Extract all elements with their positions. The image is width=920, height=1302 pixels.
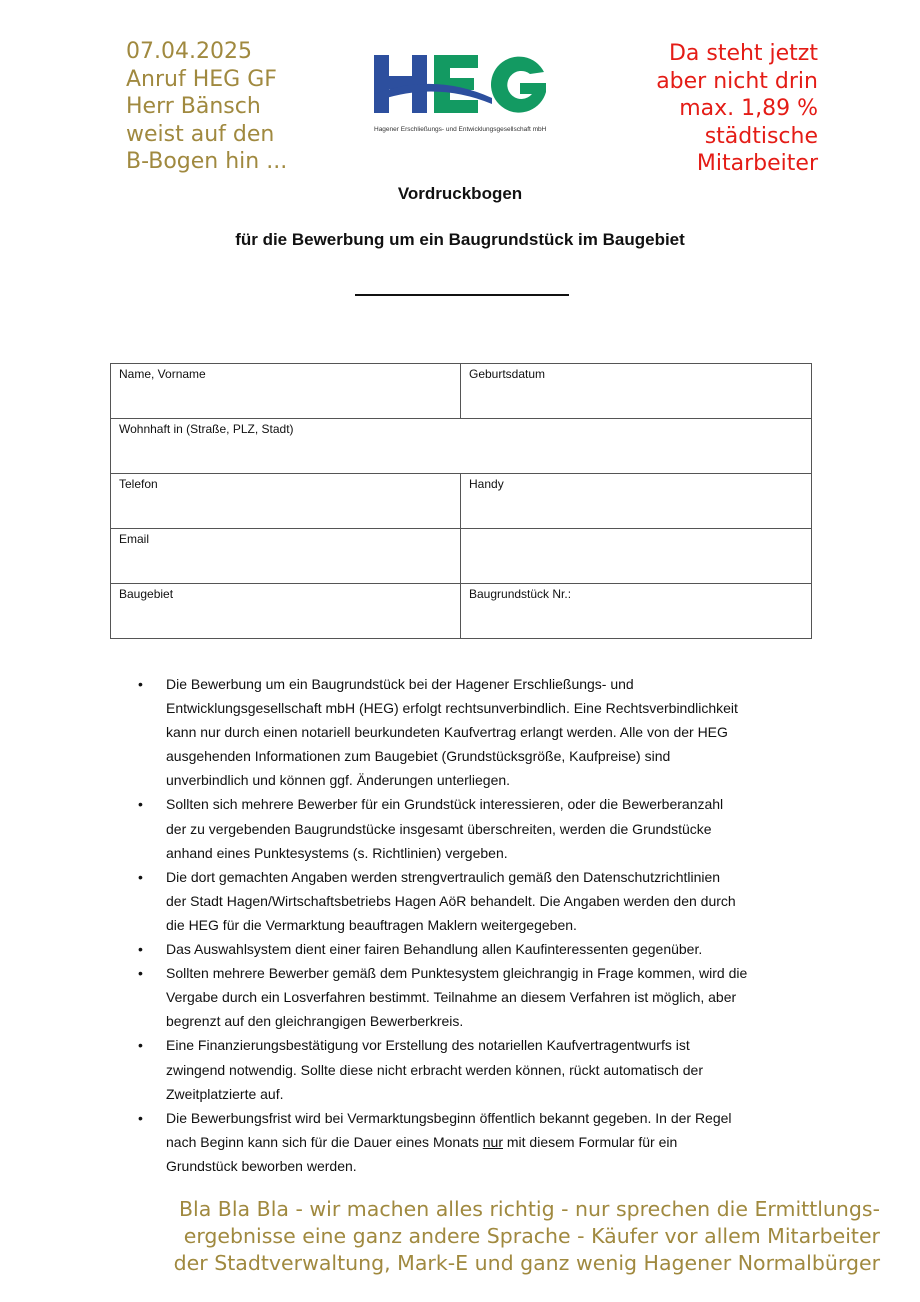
list-item-line: unverbindlich und können ggf. Änderungen unterliegen.: [166, 772, 511, 789]
list-item-line: der zu vergebenden Baugrundstücke insgesamt überschreiten, werden die Grundstücke: [166, 820, 712, 837]
list-item-line: Die Bewerbung um ein Baugrundstück bei der Hagener Erschließungs- und: [166, 676, 634, 692]
form-label: Baugebiet: [119, 587, 174, 601]
bullet-marker: •: [138, 941, 143, 958]
form-field-phone[interactable]: [111, 474, 461, 529]
list-item: [138, 1106, 818, 1178]
underlined-word: nur: [482, 1133, 503, 1150]
list-item: [138, 792, 818, 864]
list-item-line: Entwicklungsgesellschaft mbH (HEG) erfolgt rechtsunverbindlich. Eine Rechtsverbindlichkeit: [166, 700, 738, 717]
form-field-mobile[interactable]: [461, 474, 812, 529]
title-underline-blank: [355, 294, 569, 296]
note-left-line: 07.04.2025: [126, 39, 252, 64]
list-item-line: Das Auswahlsystem dient einer fairen Behandlung allen Kaufinteressenten gegenüber.: [166, 941, 703, 958]
form-field-email-extra[interactable]: [461, 529, 812, 584]
list-item-line: kann nur durch einen notariell beurkundeten Kaufvertrag erlangt werden. Alle von der HEG: [166, 724, 728, 741]
annotation-note-right: [578, 40, 818, 178]
note-right-line: Mitarbeiter: [696, 151, 818, 176]
form-label: Name, Vorname: [119, 367, 206, 381]
note-right-line: Da steht jetzt: [668, 41, 818, 66]
note-left-line: weist auf den: [126, 121, 275, 147]
list-item: [138, 937, 818, 961]
form-label: Email: [119, 532, 150, 546]
note-right-line: max. 1,89 %: [679, 96, 818, 121]
line-text: nach Beginn kann sich für die Dauer eines Monats: [166, 1133, 483, 1150]
heg-logo: [374, 52, 550, 142]
list-item: [138, 961, 818, 1033]
footer-line: Bla Bla Bla - wir machen alles richtig - nur sprechen die Ermittlungs-: [178, 1197, 880, 1221]
note-right-line: aber nicht drin: [656, 68, 818, 94]
list-item-line: anhand eines Punktesystems (s. Richtlinien) vergeben.: [166, 844, 508, 861]
form-label: Baugrundstück Nr.:: [469, 587, 572, 601]
list-item-line: Sollten sich mehrere Bewerber für ein Grundstück interessieren, oder die Bewerberanzahl: [166, 796, 724, 813]
form-field-area[interactable]: [111, 584, 461, 639]
document-subtitle: für die Bewerbung um ein Baugrundstück im Baugebiet: [235, 230, 685, 249]
form-field-birthdate[interactable]: [461, 364, 812, 419]
list-item: [138, 865, 818, 937]
list-item-line: Die dort gemachten Angaben werden strengvertraulich gemäß den Datenschutzrichtlinien: [166, 868, 721, 885]
heg-logo-graphic: [374, 52, 550, 118]
logo-subtitle: Hagener Erschließungs- und Entwicklungsgesellschaft mbH: [374, 126, 547, 133]
list-item-line: Zweitplatzierte auf.: [166, 1085, 284, 1102]
list-item-line: Vergabe durch ein Losverfahren bestimmt. Teilnahme an diesem Verfahren ist möglich, aber: [166, 989, 737, 1006]
list-item: [138, 672, 818, 792]
list-item-line: begrenzt auf den gleichrangigen Bewerberkreis.: [166, 1013, 464, 1030]
form-field-email[interactable]: [111, 529, 461, 584]
form-field-address[interactable]: [111, 419, 812, 474]
form-label: Handy: [469, 477, 504, 491]
bullet-marker: •: [138, 965, 143, 982]
annotation-note-left: [126, 38, 346, 176]
footer-line: der Stadtverwaltung, Mark-E und ganz wenig Hagener Normalbürger: [173, 1251, 880, 1275]
note-left-line: B-Bogen hin ...: [126, 149, 288, 174]
list-item-line: ausgehenden Informationen zum Baugebiet (Grundstücksgröße, Kaufpreise) sind: [166, 748, 671, 765]
line-text: mit diesem Formular für ein: [502, 1133, 678, 1150]
bullet-marker: •: [138, 796, 143, 813]
note-right-line: städtische: [704, 123, 818, 149]
list-item: [138, 1033, 818, 1105]
bullet-marker: •: [138, 1109, 143, 1126]
bullet-marker: •: [138, 868, 143, 885]
form-field-name[interactable]: [111, 364, 461, 419]
note-left-line: Herr Bänsch: [126, 94, 261, 119]
form-label: Wohnhaft in (Straße, PLZ, Stadt): [119, 422, 294, 436]
form-field-plot-number[interactable]: [461, 584, 812, 639]
list-item-line: die HEG für die Vermarktung beauftragen Maklern weitergegeben.: [166, 916, 577, 933]
application-form-table: [110, 363, 812, 639]
list-item-line: Grundstück beworben werden.: [166, 1157, 357, 1174]
bullet-marker: •: [138, 1037, 143, 1054]
list-item-line: Die Bewerbungsfrist wird bei Vermarktungsbeginn öffentlich bekannt gegeben. In der Regel: [166, 1109, 732, 1126]
bullet-marker: •: [138, 676, 143, 692]
footer-line: ergebnisse eine ganz andere Sprache - Käufer vor allem Mitarbeiter: [183, 1224, 880, 1248]
list-item-line: [166, 1130, 818, 1154]
list-item-line: Sollten mehrere Bewerber gemäß dem Punktesystem gleichrangig in Frage kommen, wird die: [166, 965, 748, 982]
annotation-footer: [120, 1196, 880, 1277]
form-label: Telefon: [119, 477, 158, 491]
list-item-line: zwingend notwendig. Sollte diese nicht erbracht werden können, rückt automatisch der: [166, 1061, 703, 1078]
form-label: Geburtsdatum: [469, 367, 546, 381]
conditions-list: [138, 672, 818, 1178]
list-item-line: der Stadt Hagen/Wirtschaftsbetriebs Hagen AöR behandelt. Die Angaben werden den durch: [166, 892, 736, 909]
list-item-line: Eine Finanzierungsbestätigung vor Erstellung des notariellen Kaufvertragentwurfs ist: [166, 1037, 690, 1054]
note-left-line: Anruf HEG GF: [126, 66, 277, 92]
document-title: Vordruckbogen: [397, 184, 523, 203]
